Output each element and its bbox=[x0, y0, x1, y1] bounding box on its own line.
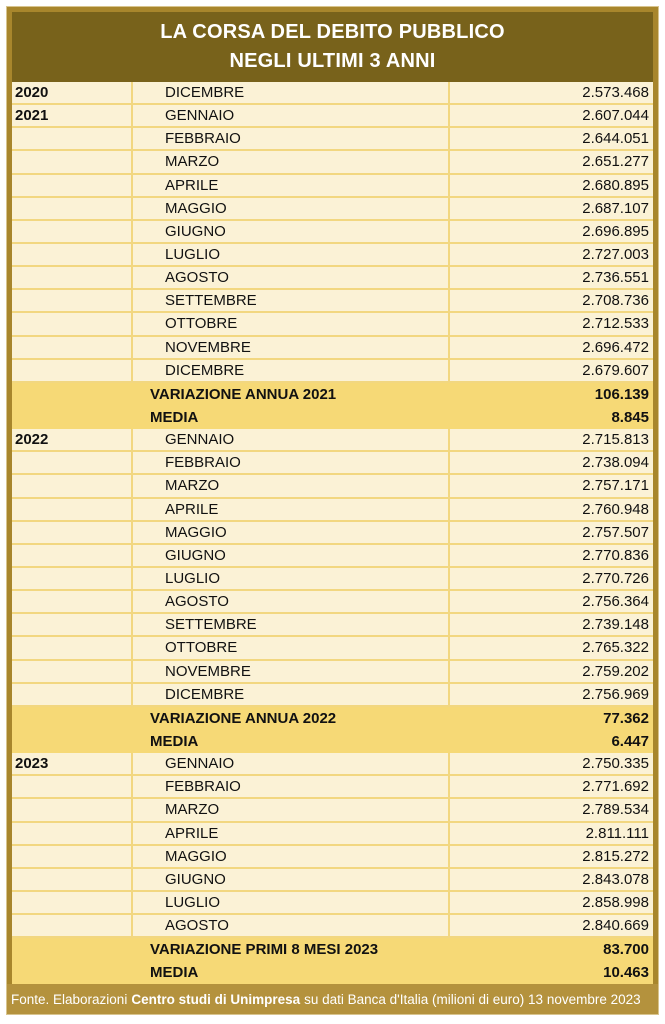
summary-value-cell: 10.463 bbox=[603, 964, 649, 982]
year-cell bbox=[12, 915, 133, 936]
month-cell: MAGGIO bbox=[133, 522, 450, 543]
table-row bbox=[12, 475, 653, 498]
month-cell: MAGGIO bbox=[133, 198, 450, 219]
value-cell: 2.771.692 bbox=[582, 778, 649, 796]
month-cell: SETTEMBRE bbox=[133, 614, 450, 635]
summary-label-cell: VARIAZIONE ANNUA 2022 bbox=[150, 709, 337, 727]
value-cell: 2.770.726 bbox=[582, 570, 649, 588]
year-cell bbox=[12, 614, 133, 635]
year-cell: 2021 bbox=[12, 105, 133, 126]
footer-org: Centro studi di Unimpresa bbox=[131, 991, 301, 1007]
month-cell: SETTEMBRE bbox=[133, 290, 450, 311]
table-row bbox=[12, 776, 653, 799]
month-cell: APRILE bbox=[133, 175, 450, 196]
summary-row bbox=[12, 383, 653, 406]
table-row bbox=[12, 799, 653, 822]
year-cell bbox=[12, 475, 133, 496]
summary-row bbox=[12, 730, 653, 753]
month-cell: MAGGIO bbox=[133, 846, 450, 867]
value-cell: 2.811.111 bbox=[585, 824, 649, 842]
value-cell: 2.757.171 bbox=[582, 477, 649, 495]
value-cell: 2.680.895 bbox=[582, 176, 649, 194]
value-cell: 2.644.051 bbox=[582, 130, 649, 148]
value-cell: 2.760.948 bbox=[582, 500, 649, 518]
table-row bbox=[12, 499, 653, 522]
year-cell bbox=[12, 337, 133, 358]
summary-value-cell: 106.139 bbox=[594, 385, 649, 403]
year-cell bbox=[12, 128, 133, 149]
table-row bbox=[12, 151, 653, 174]
value-cell: 2.696.472 bbox=[582, 338, 649, 356]
year-cell bbox=[12, 221, 133, 242]
table-row bbox=[12, 290, 653, 313]
table-row bbox=[12, 869, 653, 892]
summary-label-cell: VARIAZIONE ANNUA 2021 bbox=[150, 385, 337, 403]
year-cell bbox=[12, 290, 133, 311]
month-cell: GIUGNO bbox=[133, 545, 450, 566]
table-row bbox=[12, 128, 653, 151]
month-cell: APRILE bbox=[133, 499, 450, 520]
summary-label-cell: MEDIA bbox=[150, 409, 199, 427]
footer-suffix: su dati Banca d'Italia (milioni di euro) 13 novembre 2023 bbox=[304, 991, 641, 1007]
year-cell bbox=[12, 545, 133, 566]
table-row bbox=[12, 637, 653, 660]
table-row bbox=[12, 313, 653, 336]
table-row bbox=[12, 522, 653, 545]
value-cell: 2.750.335 bbox=[582, 755, 649, 773]
month-cell: MARZO bbox=[133, 475, 450, 496]
year-cell: 2022 bbox=[12, 429, 133, 450]
month-cell: MARZO bbox=[133, 799, 450, 820]
year-cell bbox=[12, 360, 133, 381]
table-row bbox=[12, 915, 653, 938]
value-cell: 2.858.998 bbox=[582, 893, 649, 911]
table-row bbox=[12, 221, 653, 244]
summary-row bbox=[12, 707, 653, 730]
table-row bbox=[12, 846, 653, 869]
table-row bbox=[12, 82, 653, 105]
value-cell: 2.727.003 bbox=[582, 246, 649, 264]
table-row bbox=[12, 360, 653, 383]
year-cell bbox=[12, 684, 133, 705]
value-cell: 2.736.551 bbox=[582, 269, 649, 287]
month-cell: FEBBRAIO bbox=[133, 452, 450, 473]
year-cell bbox=[12, 568, 133, 589]
month-cell: AGOSTO bbox=[133, 591, 450, 612]
year-cell bbox=[12, 522, 133, 543]
value-cell: 2.708.736 bbox=[582, 292, 649, 310]
title-line-2: NEGLI ULTIMI 3 ANNI bbox=[229, 50, 436, 72]
month-cell: LUGLIO bbox=[133, 892, 450, 913]
value-cell: 2.738.094 bbox=[582, 454, 649, 472]
month-cell: GENNAIO bbox=[133, 429, 450, 450]
month-cell: DICEMBRE bbox=[133, 82, 450, 103]
year-cell: 2023 bbox=[12, 753, 133, 774]
value-cell: 2.756.969 bbox=[582, 685, 649, 703]
month-cell: NOVEMBRE bbox=[133, 337, 450, 358]
year-cell bbox=[12, 776, 133, 797]
year-cell bbox=[12, 267, 133, 288]
summary-label-cell: MEDIA bbox=[150, 964, 199, 982]
month-cell: DICEMBRE bbox=[133, 684, 450, 705]
year-cell bbox=[12, 151, 133, 172]
table-row bbox=[12, 892, 653, 915]
table-row bbox=[12, 452, 653, 475]
value-cell: 2.715.813 bbox=[582, 431, 649, 449]
table-row bbox=[12, 591, 653, 614]
table-row bbox=[12, 337, 653, 360]
year-cell bbox=[12, 313, 133, 334]
summary-row bbox=[12, 961, 653, 984]
table-row bbox=[12, 753, 653, 776]
month-cell: GENNAIO bbox=[133, 753, 450, 774]
year-cell bbox=[12, 175, 133, 196]
month-cell: DICEMBRE bbox=[133, 360, 450, 381]
table-row bbox=[12, 105, 653, 128]
summary-label-cell: VARIAZIONE PRIMI 8 MESI 2023 bbox=[150, 941, 379, 959]
year-cell bbox=[12, 637, 133, 658]
value-cell: 2.739.148 bbox=[582, 616, 649, 634]
value-cell: 2.607.044 bbox=[582, 107, 649, 125]
table-frame bbox=[6, 6, 659, 1015]
value-cell: 2.815.272 bbox=[582, 847, 649, 865]
footer-prefix: Fonte. Elaborazioni bbox=[11, 991, 128, 1007]
month-cell: LUGLIO bbox=[133, 244, 450, 265]
table-row bbox=[12, 568, 653, 591]
month-cell: GIUGNO bbox=[133, 869, 450, 890]
year-cell bbox=[12, 892, 133, 913]
summary-row bbox=[12, 406, 653, 429]
year-cell bbox=[12, 452, 133, 473]
year-cell bbox=[12, 499, 133, 520]
source-footer bbox=[7, 984, 658, 1014]
year-cell bbox=[12, 799, 133, 820]
value-cell: 2.843.078 bbox=[582, 870, 649, 888]
table-row bbox=[12, 684, 653, 707]
table-row bbox=[12, 545, 653, 568]
table-row bbox=[12, 661, 653, 684]
month-cell: GENNAIO bbox=[133, 105, 450, 126]
month-cell: AGOSTO bbox=[133, 267, 450, 288]
table-body bbox=[12, 82, 653, 984]
summary-value-cell: 6.447 bbox=[611, 733, 649, 750]
value-cell: 2.687.107 bbox=[582, 199, 649, 217]
summary-value-cell: 77.362 bbox=[603, 709, 649, 727]
year-cell bbox=[12, 591, 133, 612]
value-cell: 2.759.202 bbox=[582, 662, 649, 680]
table-row bbox=[12, 614, 653, 637]
summary-value-cell: 8.845 bbox=[611, 409, 649, 427]
summary-label-cell: MEDIA bbox=[150, 733, 199, 750]
year-cell bbox=[12, 869, 133, 890]
value-cell: 2.573.468 bbox=[582, 84, 649, 102]
month-cell: FEBBRAIO bbox=[133, 776, 450, 797]
summary-value-cell: 83.700 bbox=[603, 941, 649, 959]
year-cell bbox=[12, 198, 133, 219]
page-title bbox=[12, 12, 653, 82]
value-cell: 2.651.277 bbox=[582, 153, 649, 171]
month-cell: OTTOBRE bbox=[133, 637, 450, 658]
value-cell: 2.696.895 bbox=[582, 222, 649, 240]
table-row bbox=[12, 198, 653, 221]
month-cell: OTTOBRE bbox=[133, 313, 450, 334]
month-cell: GIUGNO bbox=[133, 221, 450, 242]
month-cell: NOVEMBRE bbox=[133, 661, 450, 682]
value-cell: 2.770.836 bbox=[582, 546, 649, 564]
summary-row bbox=[12, 938, 653, 961]
month-cell: AGOSTO bbox=[133, 915, 450, 936]
year-cell bbox=[12, 244, 133, 265]
value-cell: 2.756.364 bbox=[582, 593, 649, 611]
value-cell: 2.712.533 bbox=[582, 315, 649, 333]
value-cell: 2.765.322 bbox=[582, 639, 649, 657]
table-row bbox=[12, 244, 653, 267]
title-line-1: LA CORSA DEL DEBITO PUBBLICO bbox=[160, 21, 505, 43]
table-main bbox=[7, 7, 658, 984]
month-cell: LUGLIO bbox=[133, 568, 450, 589]
month-cell: MARZO bbox=[133, 151, 450, 172]
month-cell: FEBBRAIO bbox=[133, 128, 450, 149]
table-row bbox=[12, 267, 653, 290]
value-cell: 2.679.607 bbox=[582, 361, 649, 379]
table-row bbox=[12, 429, 653, 452]
month-cell: APRILE bbox=[133, 823, 450, 844]
year-cell bbox=[12, 846, 133, 867]
value-cell: 2.757.507 bbox=[582, 523, 649, 541]
value-cell: 2.789.534 bbox=[582, 801, 649, 819]
year-cell bbox=[12, 661, 133, 682]
year-cell: 2020 bbox=[12, 82, 133, 103]
table-row bbox=[12, 823, 653, 846]
value-cell: 2.840.669 bbox=[582, 917, 649, 935]
table-row bbox=[12, 175, 653, 198]
year-cell bbox=[12, 823, 133, 844]
